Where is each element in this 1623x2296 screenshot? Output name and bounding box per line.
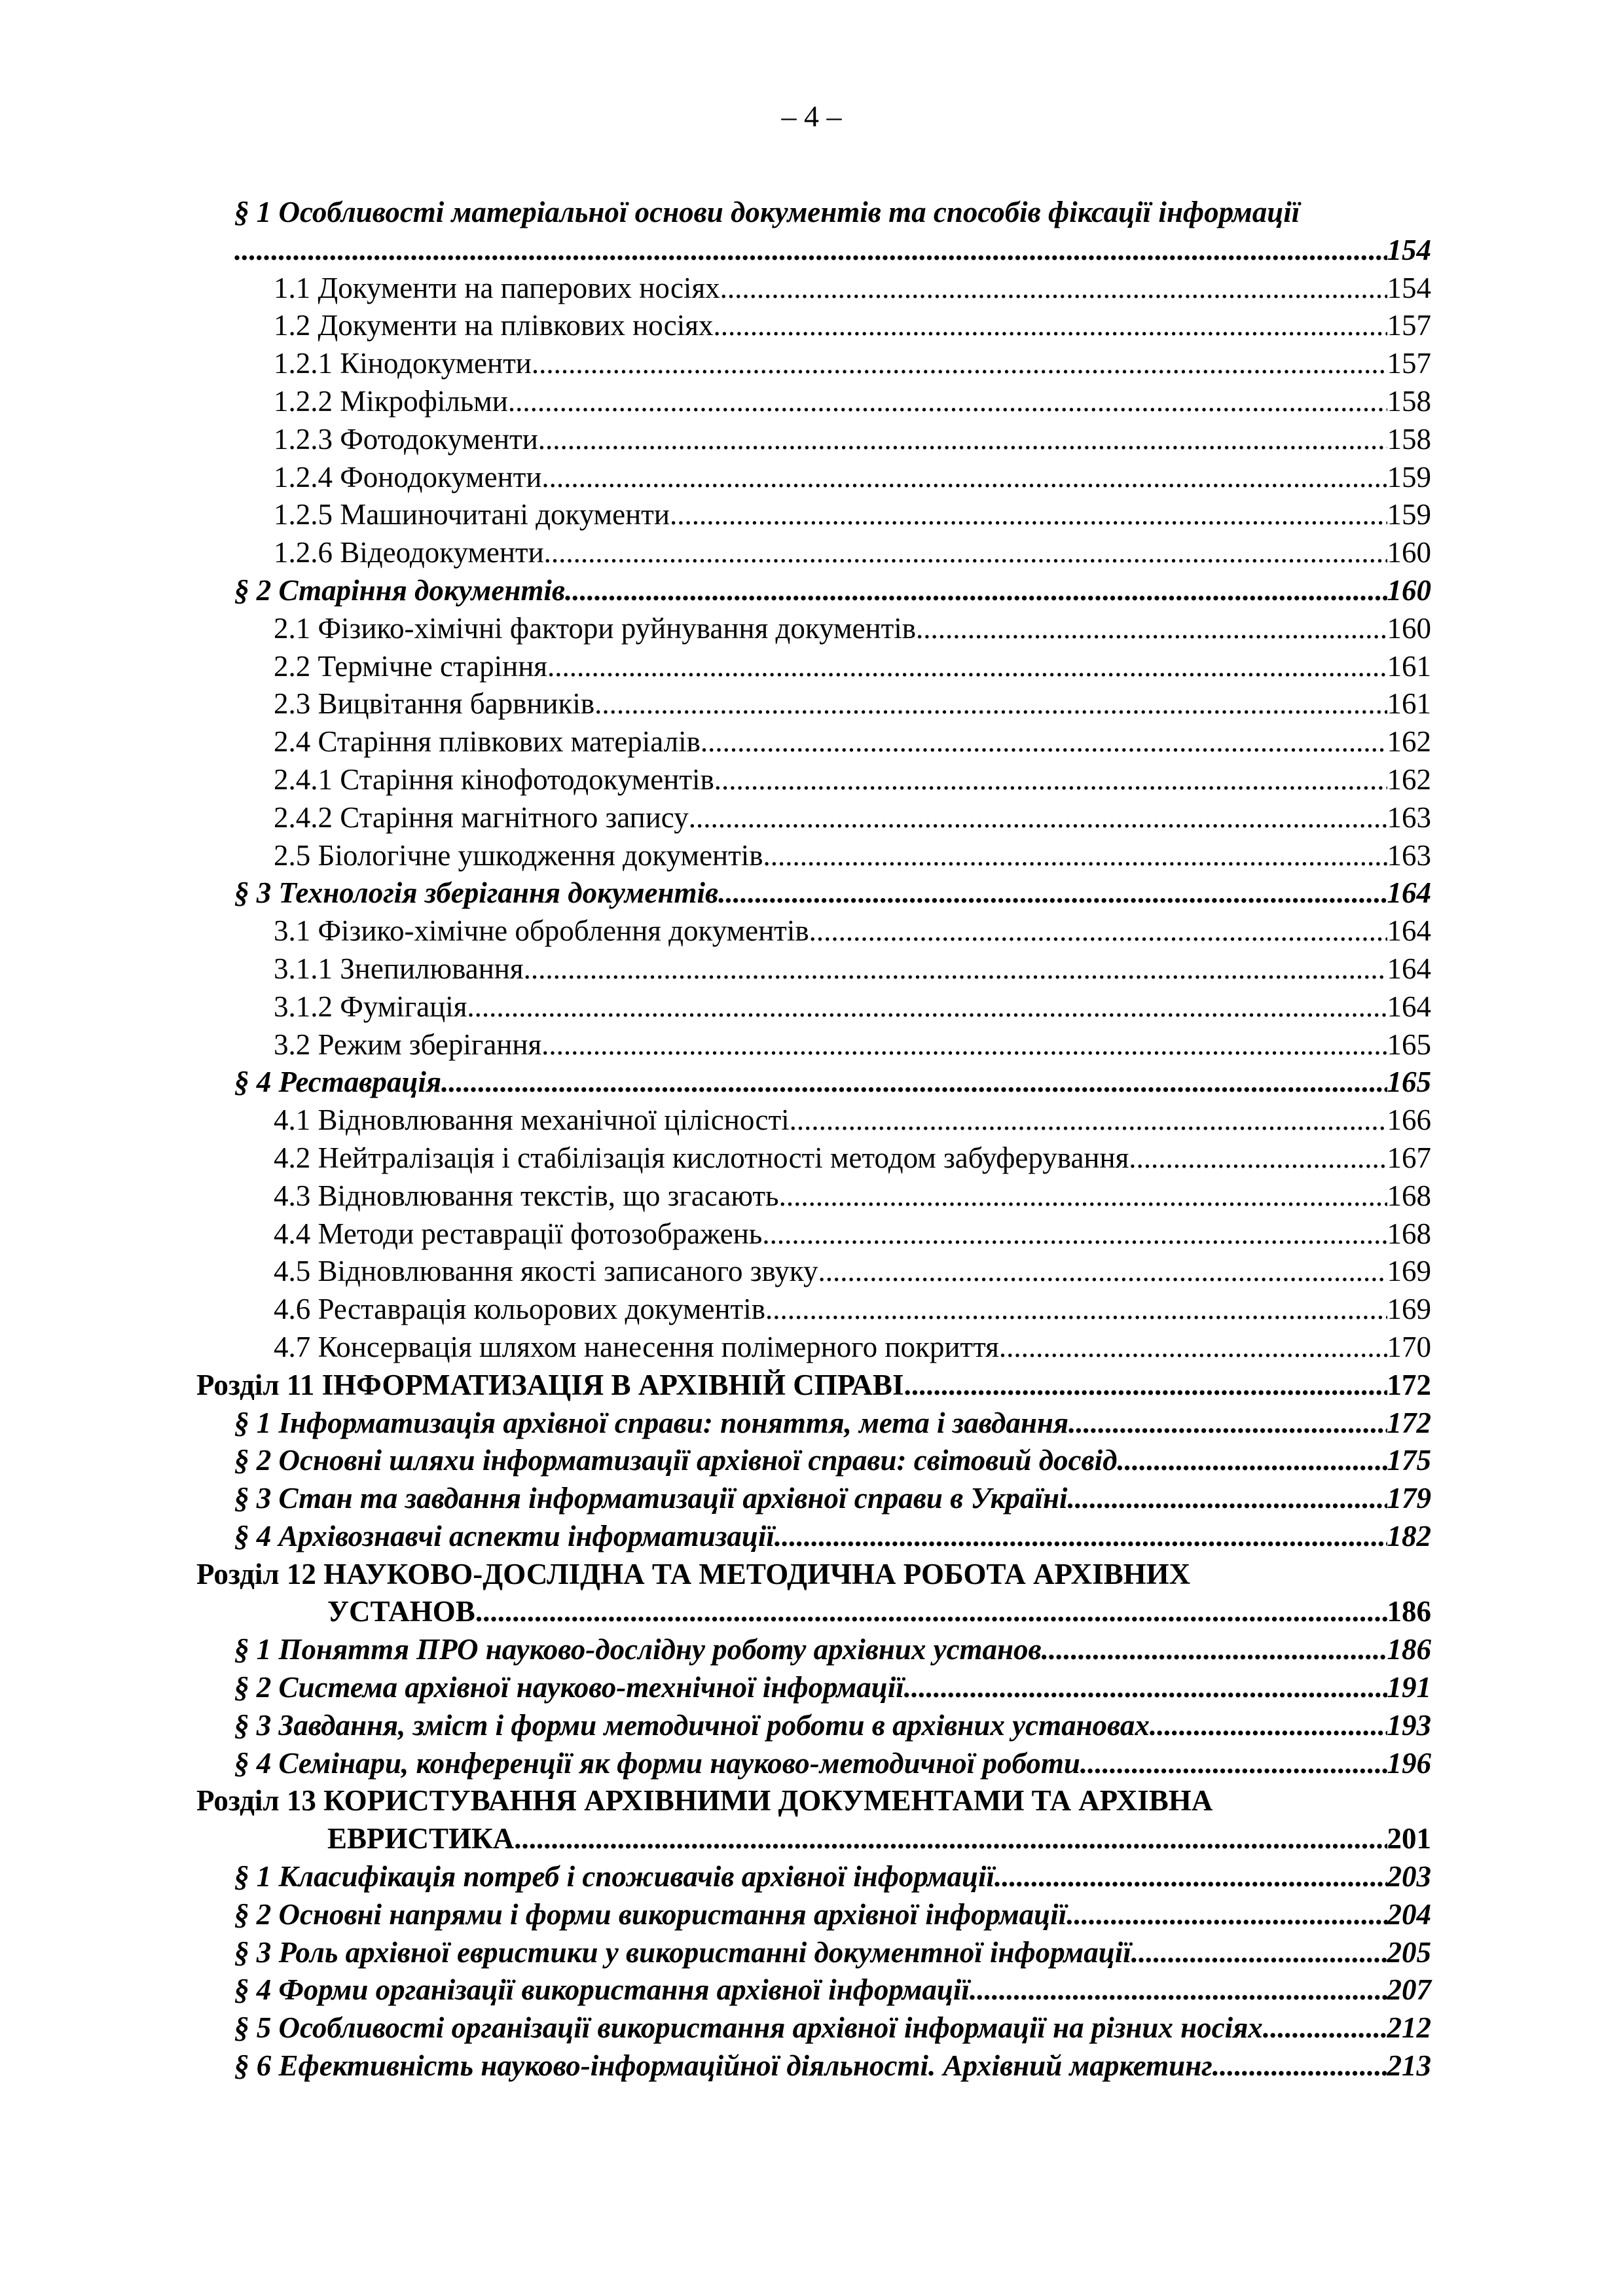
toc-page: 172 (1387, 1406, 1431, 1439)
toc-page: 193 (1387, 1708, 1431, 1742)
toc-page: 158 (1387, 384, 1431, 418)
toc-paragraph-entry[interactable] (196, 1631, 1431, 1669)
toc-paragraph-entry[interactable] (196, 2047, 1431, 2085)
toc-entry[interactable] (196, 496, 1431, 534)
toc-paragraph-entry[interactable] (196, 1971, 1431, 2009)
toc-page: 203 (1387, 1860, 1431, 1893)
dot-leader (999, 1329, 1387, 1367)
toc-paragraph-entry[interactable] (196, 1064, 1431, 1102)
dot-leader (544, 534, 1387, 572)
toc-title: § 3 Стан та завдання інформатизації архівної справи в Україні (234, 1482, 1068, 1515)
dot-leader (541, 459, 1387, 497)
toc-title: § 4 Реставрація (234, 1066, 442, 1099)
dot-leader (1042, 1631, 1387, 1669)
toc-title: 3.1 Фізико-хімічне оброблення документів (274, 914, 809, 948)
toc-entry[interactable] (196, 837, 1431, 875)
dot-leader (541, 1026, 1387, 1064)
dot-leader (790, 1102, 1387, 1139)
toc-title: 1.2.1 Кінодокументи (274, 347, 532, 380)
toc-page: 172 (1387, 1368, 1431, 1401)
toc-entry[interactable] (196, 345, 1431, 383)
dot-leader (809, 912, 1387, 950)
toc-paragraph-entry[interactable] (196, 1669, 1431, 1707)
toc-entry[interactable] (196, 421, 1431, 459)
dot-leader (1067, 1480, 1387, 1518)
toc-title: 4.3 Відновлювання текстів, що згасають (274, 1179, 779, 1212)
toc-entry[interactable] (196, 799, 1431, 837)
toc-page: 163 (1387, 838, 1431, 872)
toc-entry[interactable] (196, 912, 1431, 950)
toc-paragraph-entry[interactable] (196, 1518, 1431, 1556)
toc-title: 2.4.1 Старіння кінофотодокументів (274, 762, 714, 796)
toc-page: 154 (1387, 271, 1431, 304)
toc-page: 212 (1387, 2011, 1431, 2045)
toc-page: 162 (1387, 762, 1431, 796)
toc-title: 1.2 Документи на плівкових носіях (274, 309, 714, 342)
toc-page: 166 (1387, 1103, 1431, 1137)
toc-chapter-title: Розділ 13 КОРИСТУВАННЯ АРХІВНИМИ ДОКУМЕНТАМИ ТА АРХІВНА (196, 1784, 1213, 1818)
toc-title: 1.1 Документи на паперових носіях (274, 271, 720, 304)
dot-leader (538, 421, 1387, 459)
dot-leader (532, 345, 1387, 383)
dot-leader (714, 761, 1387, 799)
toc-page: 179 (1387, 1482, 1431, 1515)
toc-page: 161 (1387, 687, 1431, 721)
dot-leader (1263, 2009, 1387, 2047)
toc-page: 163 (1387, 800, 1431, 834)
dot-leader (903, 1367, 1387, 1405)
dot-leader (994, 1858, 1387, 1896)
toc-title: 3.2 Режим зберігання (274, 1028, 542, 1061)
toc-page: 159 (1387, 460, 1431, 493)
toc-entry[interactable] (196, 1026, 1431, 1064)
toc-page: 161 (1387, 649, 1431, 683)
toc-entry[interactable] (196, 1329, 1431, 1367)
toc-title: § 4 Семінари, конференції як форми науково-методичної роботи (234, 1746, 1080, 1780)
toc-entry[interactable] (196, 685, 1431, 723)
dot-leader (701, 723, 1387, 761)
toc-paragraph-entry[interactable] (196, 1707, 1431, 1745)
toc-entry[interactable] (196, 988, 1431, 1026)
toc-title: УСТАНОВ (327, 1595, 475, 1628)
toc-title: 1.2.6 Відеодокументи (274, 536, 544, 569)
toc-entry[interactable] (196, 307, 1431, 345)
toc-chapter-entry[interactable] (196, 1593, 1431, 1631)
toc-title: § 4 Архівознавчі аспекти інформатизації (234, 1519, 775, 1552)
dot-leader (970, 1971, 1387, 2009)
toc-paragraph-entry[interactable] (196, 1858, 1431, 1896)
toc-paragraph-entry[interactable] (196, 1745, 1431, 1783)
toc-title: § 3 Роль архівної евристики у використанні документної інформації (234, 1935, 1131, 1969)
toc-page: 164 (1387, 990, 1431, 1023)
dot-leader (467, 988, 1387, 1026)
toc-page: 154 (1387, 233, 1431, 266)
toc-title: § 5 Особливості організації використання архівної інформації на різних носіях (234, 2011, 1263, 2045)
toc-page: 160 (1387, 573, 1431, 607)
dot-leader (594, 685, 1387, 723)
dot-leader (818, 1253, 1387, 1291)
toc-page: 158 (1387, 422, 1431, 456)
dot-leader (670, 496, 1387, 534)
toc-page: 160 (1387, 611, 1431, 645)
toc-entry[interactable] (196, 610, 1431, 648)
toc-title: 2.3 Вицвітання барвників (274, 687, 595, 721)
toc-title: § 3 Завдання, зміст і форми методичної роботи в архівних установах (234, 1708, 1150, 1742)
toc-paragraph-entry[interactable] (196, 1405, 1431, 1443)
toc-page: 204 (1387, 1897, 1431, 1931)
toc-page: 165 (1387, 1066, 1431, 1099)
toc-entry[interactable] (196, 950, 1431, 988)
toc-title: 1.2.5 Машиночитані документи (274, 498, 670, 531)
toc-title: 2.4 Старіння плівкових матеріалів (274, 725, 701, 759)
dot-leader (718, 874, 1387, 912)
toc-entry[interactable] (196, 648, 1431, 686)
toc-title: § 2 Основні шляхи інформатизації архівної справи: світовий досвід (234, 1444, 1118, 1477)
dot-leader (720, 270, 1387, 308)
dot-leader (547, 648, 1387, 686)
toc-title: 2.2 Термічне старіння (274, 649, 548, 683)
toc-title: 1.2.3 Фотодокументи (274, 422, 538, 456)
toc-title: § 3 Технологія зберігання документів (234, 876, 719, 910)
toc-page: 169 (1387, 1255, 1431, 1288)
dot-leader (1080, 1745, 1387, 1783)
dot-leader (689, 799, 1387, 837)
toc-page: 168 (1387, 1217, 1431, 1250)
toc-title: § 2 Старіння документів (234, 573, 565, 607)
toc-title: Розділ 11 ІНФОРМАТИЗАЦІЯ В АРХІВНІЙ СПРАВІ (196, 1368, 904, 1401)
toc-paragraph-entry[interactable] (196, 2009, 1431, 2047)
toc-title: 4.7 Консервація шляхом нанесення полімерного покриття (274, 1330, 999, 1363)
dot-leader (508, 383, 1387, 421)
toc-title: 3.1.1 Знепилювання (274, 952, 524, 985)
dot-leader (763, 837, 1387, 875)
toc-page: 159 (1387, 498, 1431, 531)
toc-page: 175 (1387, 1444, 1431, 1477)
dot-leader (565, 572, 1387, 610)
toc-title: § 2 Система архівної науково-технічної інформації (234, 1671, 904, 1704)
toc-title: 4.6 Реставрація кольорових документів (274, 1293, 765, 1326)
toc-page: 164 (1387, 914, 1431, 948)
toc-page: 191 (1387, 1671, 1431, 1704)
toc-paragraph-entry[interactable] (196, 572, 1431, 610)
toc-entry[interactable] (196, 1139, 1431, 1177)
toc-page: 205 (1387, 1935, 1431, 1969)
toc-page: 196 (1387, 1746, 1431, 1780)
dot-leader (1131, 1934, 1387, 1972)
toc-entry[interactable] (196, 1291, 1431, 1329)
table-of-contents (196, 194, 1431, 2085)
toc-entry[interactable] (196, 723, 1431, 761)
toc-page: 157 (1387, 347, 1431, 380)
toc-title: § 1 Класифікація потреб і споживачів архівної інформації (234, 1860, 995, 1893)
toc-entry[interactable] (196, 270, 1431, 308)
toc-page: 160 (1387, 536, 1431, 569)
dot-leader (441, 1064, 1387, 1102)
toc-entry[interactable] (196, 1215, 1431, 1253)
toc-paragraph-entry[interactable] (196, 1442, 1431, 1480)
toc-title: 4.4 Методи реставрації фотозображень (274, 1217, 763, 1250)
toc-page: 164 (1387, 952, 1431, 985)
toc-page: 186 (1387, 1595, 1431, 1628)
toc-page: 201 (1387, 1822, 1431, 1856)
toc-entry[interactable] (196, 1253, 1431, 1291)
dot-leader (713, 307, 1387, 345)
toc-paragraph-entry[interactable] (196, 1934, 1431, 1972)
dot-leader (779, 1177, 1387, 1215)
toc-page: 168 (1387, 1179, 1431, 1212)
dot-leader (234, 232, 1387, 270)
dot-leader (775, 1518, 1387, 1556)
toc-entry[interactable] (196, 1177, 1431, 1215)
toc-paragraph-entry[interactable] (196, 232, 1431, 270)
toc-entry[interactable] (196, 383, 1431, 421)
toc-title: § 2 Основні напрями і форми використання архівної інформації (234, 1897, 1067, 1931)
toc-chapter-entry[interactable] (196, 1367, 1431, 1405)
toc-page: 167 (1387, 1141, 1431, 1174)
toc-page: 164 (1387, 876, 1431, 910)
toc-paragraph-title: § 1 Особливості матеріальної основи документів та способів фіксації інформації (234, 196, 1300, 228)
toc-paragraph-entry[interactable] (196, 1896, 1431, 1934)
dot-leader (1213, 2047, 1387, 2085)
toc-chapter-entry[interactable] (196, 1820, 1431, 1858)
dot-leader (1129, 1139, 1387, 1177)
toc-page: 213 (1387, 2049, 1431, 2083)
toc-title: 1.2.4 Фонодокументи (274, 460, 542, 493)
toc-title: 2.1 Фізико-хімічні фактори руйнування документів (274, 611, 917, 645)
toc-entry[interactable] (196, 534, 1431, 572)
toc-page: 165 (1387, 1028, 1431, 1061)
toc-title: 2.4.2 Старіння магнітного запису (274, 800, 689, 834)
toc-page: 182 (1387, 1519, 1431, 1552)
page-number: – 4 – (781, 99, 842, 133)
toc-page: 170 (1387, 1330, 1431, 1363)
toc-title: 4.1 Відновлювання механічної цілісності (274, 1103, 790, 1137)
dot-leader (765, 1291, 1387, 1329)
toc-title: 2.5 Біологічне ушкодження документів (274, 838, 763, 872)
toc-page: 169 (1387, 1293, 1431, 1326)
dot-leader (904, 1669, 1387, 1707)
toc-entry[interactable] (196, 459, 1431, 497)
dot-leader (1150, 1707, 1387, 1745)
toc-paragraph-entry[interactable] (196, 874, 1431, 912)
toc-page: 207 (1387, 1973, 1431, 2007)
dot-leader (1067, 1896, 1387, 1934)
toc-title: 1.2.2 Мікрофільми (274, 384, 508, 418)
toc-page: 186 (1387, 1633, 1431, 1666)
dot-leader (762, 1215, 1387, 1253)
toc-title: ЕВРИСТИКА (327, 1822, 515, 1856)
dot-leader (514, 1820, 1387, 1858)
toc-title: § 6 Ефективність науково-інформаційної діяльності. Архівний маркетинг (234, 2049, 1213, 2083)
toc-title: 4.5 Відновлювання якості записаного звуку (274, 1255, 818, 1288)
toc-title: 4.2 Нейтралізація і стабілізація кислотності методом забуферування (274, 1141, 1129, 1174)
toc-page: 157 (1387, 309, 1431, 342)
toc-chapter-title: Розділ 12 НАУКОВО-ДОСЛІДНА ТА МЕТОДИЧНА РОБОТА АРХІВНИХ (196, 1557, 1191, 1590)
dot-leader (475, 1593, 1387, 1631)
dot-leader (524, 950, 1387, 988)
toc-entry[interactable] (196, 761, 1431, 799)
toc-title: § 1 Інформатизація архівної справи: поняття, мета і завдання (234, 1406, 1069, 1439)
toc-title: § 4 Форми організації використання архівної інформації (234, 1973, 970, 2007)
dot-leader (1068, 1405, 1387, 1443)
dot-leader (916, 610, 1387, 648)
toc-paragraph-entry[interactable] (196, 1480, 1431, 1518)
toc-entry[interactable] (196, 1102, 1431, 1139)
toc-title: 3.1.2 Фумігація (274, 990, 467, 1023)
dot-leader (1117, 1442, 1387, 1480)
toc-title: § 1 Поняття ПРО науково-дослідну роботу архівних установ (234, 1633, 1042, 1666)
toc-page: 162 (1387, 725, 1431, 759)
